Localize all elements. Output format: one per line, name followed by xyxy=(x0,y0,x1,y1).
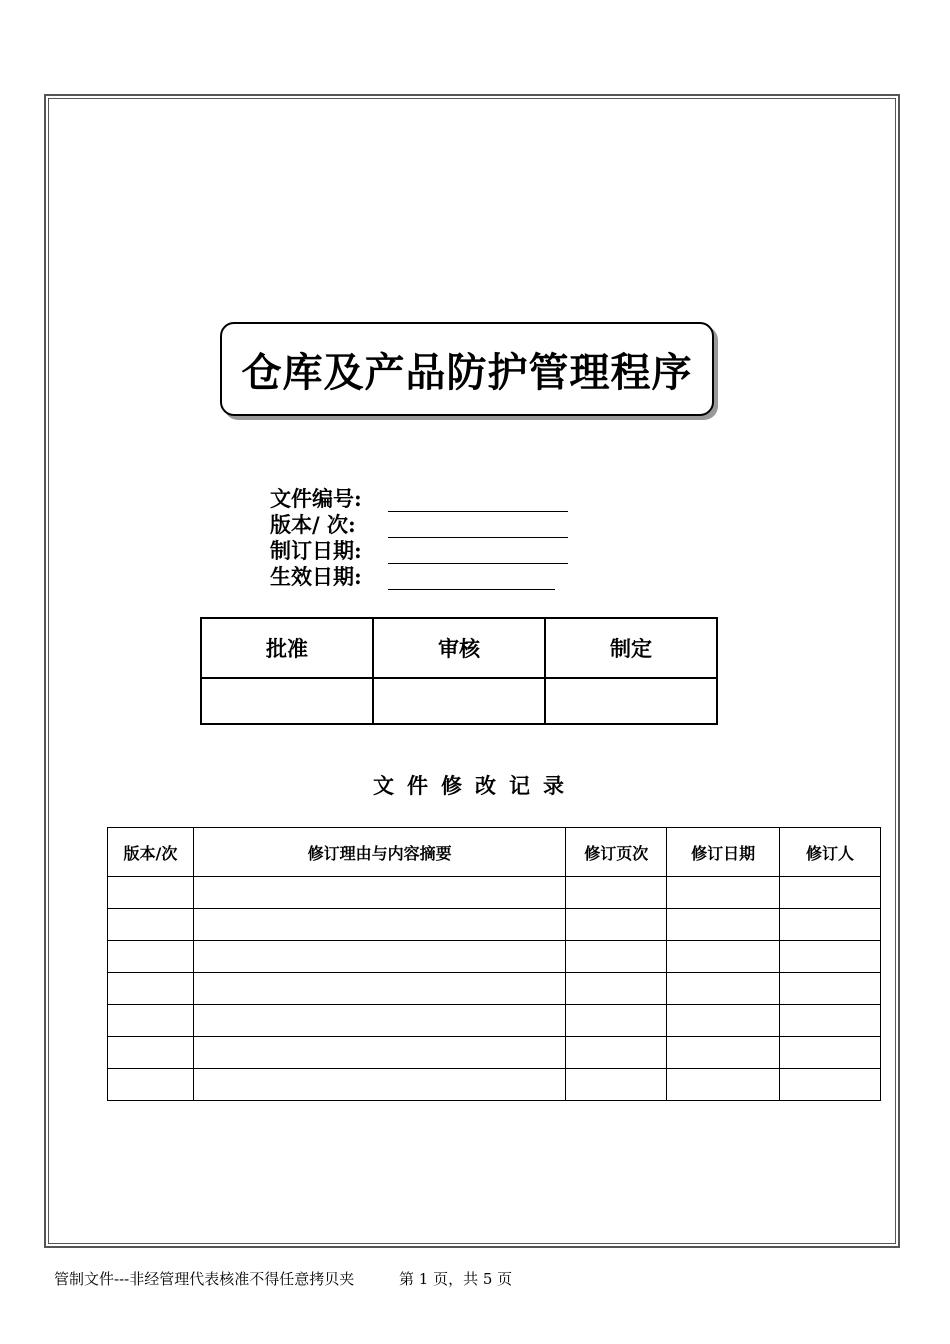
table-cell xyxy=(566,941,667,973)
field-created-date xyxy=(270,538,590,564)
table-cell xyxy=(108,877,194,909)
table-cell xyxy=(108,973,194,1005)
table-cell xyxy=(780,909,881,941)
col-reviser: 修订人 xyxy=(780,828,881,877)
table-row xyxy=(108,973,881,1005)
field-effective-date xyxy=(270,564,590,590)
revision-table xyxy=(107,827,881,1101)
approval-header-row xyxy=(201,618,717,678)
col-date: 修订日期 xyxy=(667,828,780,877)
table-cell xyxy=(780,1069,881,1101)
field-label: 制订日期: xyxy=(270,538,362,563)
table-cell xyxy=(667,1037,780,1069)
table-cell xyxy=(780,1037,881,1069)
review-header: 审核 xyxy=(373,618,545,678)
table-row xyxy=(108,941,881,973)
table-cell xyxy=(667,877,780,909)
approval-signature-row xyxy=(201,678,717,724)
table-cell xyxy=(108,1005,194,1037)
table-row xyxy=(108,1005,881,1037)
table-cell xyxy=(780,1005,881,1037)
page-footer xyxy=(54,1268,512,1289)
table-cell xyxy=(667,909,780,941)
col-version: 版本/次 xyxy=(108,828,194,877)
table-cell xyxy=(667,1069,780,1101)
table-cell xyxy=(780,877,881,909)
table-cell xyxy=(780,941,881,973)
revision-record-title: 文件修改记录 xyxy=(373,773,577,798)
table-cell xyxy=(108,1069,194,1101)
effective-date-blank xyxy=(388,567,555,590)
review-signature-cell xyxy=(373,678,545,724)
document-title: 仓库及产品防护管理程序 xyxy=(241,349,693,396)
table-cell xyxy=(566,973,667,1005)
table-cell xyxy=(667,1005,780,1037)
table-cell xyxy=(108,909,194,941)
author-signature-cell xyxy=(545,678,717,724)
table-cell xyxy=(193,941,565,973)
revision-header-row xyxy=(108,828,881,877)
title-box xyxy=(220,322,714,416)
table-cell xyxy=(193,909,565,941)
table-row xyxy=(108,909,881,941)
field-version xyxy=(270,512,590,538)
revision-rows xyxy=(108,877,881,1101)
field-doc-number xyxy=(270,486,590,512)
table-cell xyxy=(108,941,194,973)
table-cell xyxy=(780,973,881,1005)
approve-signature-cell xyxy=(201,678,373,724)
table-cell xyxy=(108,1037,194,1069)
approval-table xyxy=(200,617,718,725)
table-row xyxy=(108,877,881,909)
control-notice: 管制文件---非经管理代表核准不得任意拷贝夹 xyxy=(54,1270,355,1288)
col-summary: 修订理由与内容摘要 xyxy=(193,828,565,877)
version-blank xyxy=(388,515,568,538)
field-label: 生效日期: xyxy=(270,564,362,589)
table-cell xyxy=(566,1069,667,1101)
table-cell xyxy=(667,973,780,1005)
document-info xyxy=(270,486,590,590)
table-cell xyxy=(566,1037,667,1069)
author-header: 制定 xyxy=(545,618,717,678)
page-number: 第 1 页，共 5 页 xyxy=(399,1270,513,1288)
table-cell xyxy=(566,877,667,909)
table-cell xyxy=(667,941,780,973)
table-cell xyxy=(193,973,565,1005)
field-label: 版本/ 次: xyxy=(270,512,356,537)
field-label: 文件编号: xyxy=(270,486,362,511)
table-cell xyxy=(566,909,667,941)
table-cell xyxy=(193,1005,565,1037)
table-row xyxy=(108,1037,881,1069)
approve-header: 批准 xyxy=(201,618,373,678)
table-row xyxy=(108,1069,881,1101)
table-cell xyxy=(193,1069,565,1101)
doc-number-blank xyxy=(388,489,568,512)
table-cell xyxy=(193,877,565,909)
table-cell xyxy=(193,1037,565,1069)
created-date-blank xyxy=(388,541,568,564)
col-pages: 修订页次 xyxy=(566,828,667,877)
table-cell xyxy=(566,1005,667,1037)
